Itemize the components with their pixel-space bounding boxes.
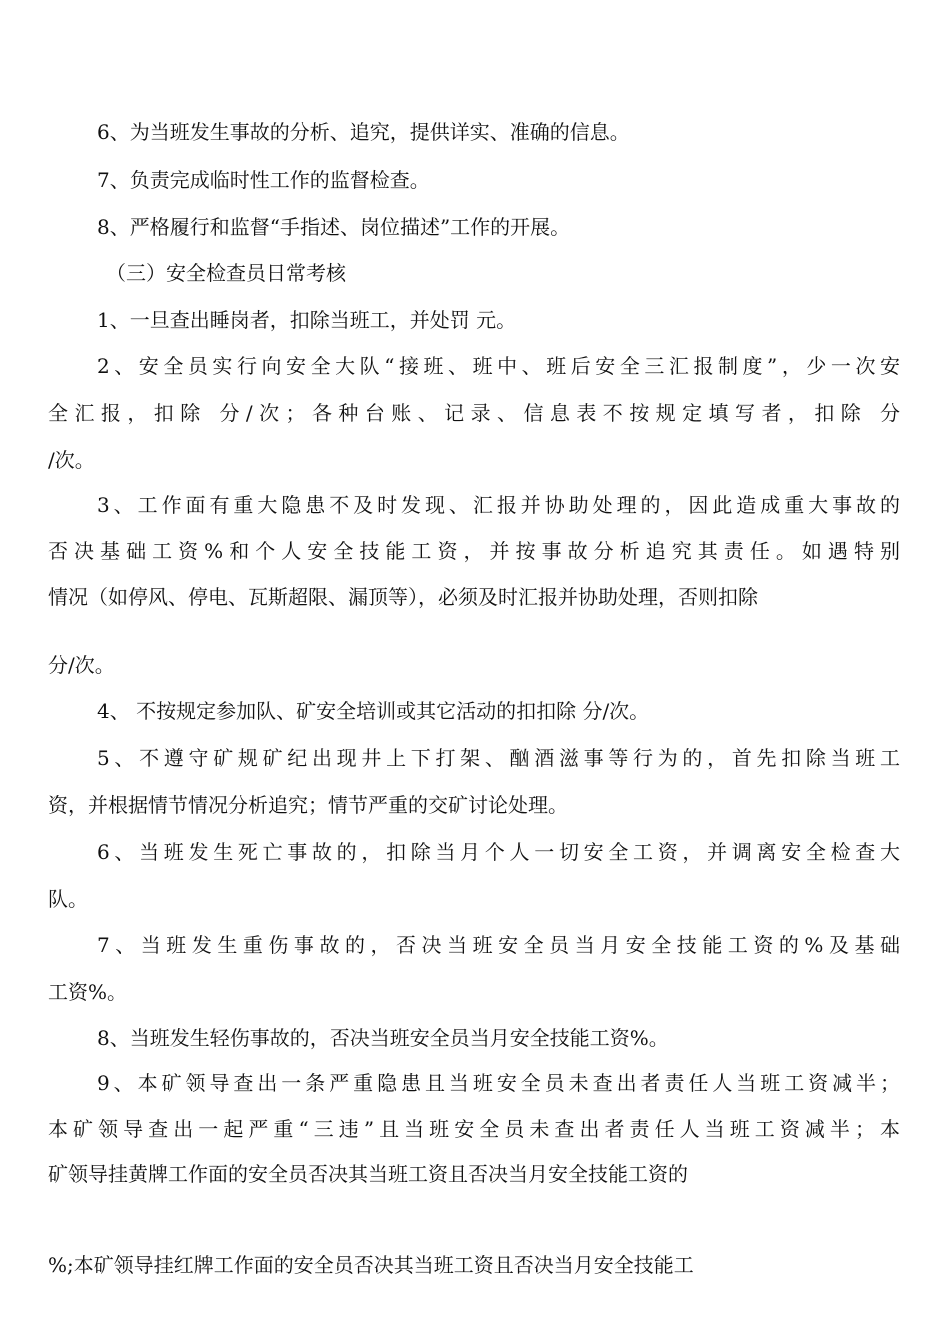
paragraph-line: 7、当班发生重伤事故的，否决当班安全员当月安全技能工资的%及基础: [97, 933, 900, 957]
paragraph-line: 5、不遵守矿规矿纪出现井上下打架、酗酒滋事等行为的，首先扣除当班工: [97, 746, 900, 770]
paragraph-line: 队。: [48, 887, 88, 911]
paragraph-line: 6、为当班发生事故的分析、追究，提供详实、准确的信息。: [97, 120, 630, 144]
paragraph-line: 全汇报，扣除 分/次；各种台账、记录、信息表不按规定填写者，扣除 分: [48, 401, 900, 425]
paragraph-line: 7、负责完成临时性工作的监督检查。: [97, 168, 430, 192]
paragraph-line: 8、当班发生轻伤事故的，否决当班安全员当月安全技能工资%。: [97, 1026, 669, 1050]
paragraph-line: 否决基础工资%和个人安全技能工资，并按事故分析追究其责任。如遇特别: [48, 539, 900, 563]
paragraph-line: 情况（如停风、停电、瓦斯超限、漏顶等），必须及时汇报并协助处理，否则扣除: [48, 585, 758, 609]
paragraph-line: 本矿领导查出一起严重“三违”且当班安全员未查出者责任人当班工资减半；本: [48, 1117, 900, 1141]
paragraph-line: 8、严格履行和监督“手指述、岗位描述”工作的开展。: [97, 215, 571, 239]
paragraph-line: 9、本矿领导查出一条严重隐患且当班安全员未查出者责任人当班工资减半；: [97, 1071, 900, 1095]
paragraph-line: 1、一旦查出睡岗者，扣除当班工，并处罚 元。: [97, 308, 517, 332]
paragraph-line: 6、当班发生死亡事故的，扣除当月个人一切安全工资，并调离安全检查大: [97, 840, 900, 864]
paragraph-line: 4、 不按规定参加队、矿安全培训或其它活动的扣扣除 分/次。: [97, 699, 650, 723]
paragraph-line: %;本矿领导挂红牌工作面的安全员否决其当班工资且否决当月安全技能工: [48, 1253, 694, 1277]
paragraph-line: 矿领导挂黄牌工作面的安全员否决其当班工资且否决当月安全技能工资的: [48, 1162, 688, 1186]
paragraph-line: 资，并根据情节情况分析追究；情节严重的交矿讨论处理。: [48, 793, 568, 817]
paragraph-line: 分/次。: [48, 653, 115, 677]
paragraph-line: 2、安全员实行向安全大队“接班、班中、班后安全三汇报制度”，少一次安: [97, 354, 900, 378]
paragraph-line: /次。: [48, 448, 95, 472]
section-heading: （三）安全检查员日常考核: [106, 261, 346, 285]
paragraph-line: 工资%。: [48, 980, 128, 1004]
paragraph-line: 3、工作面有重大隐患不及时发现、汇报并协助处理的，因此造成重大事故的: [97, 493, 900, 517]
